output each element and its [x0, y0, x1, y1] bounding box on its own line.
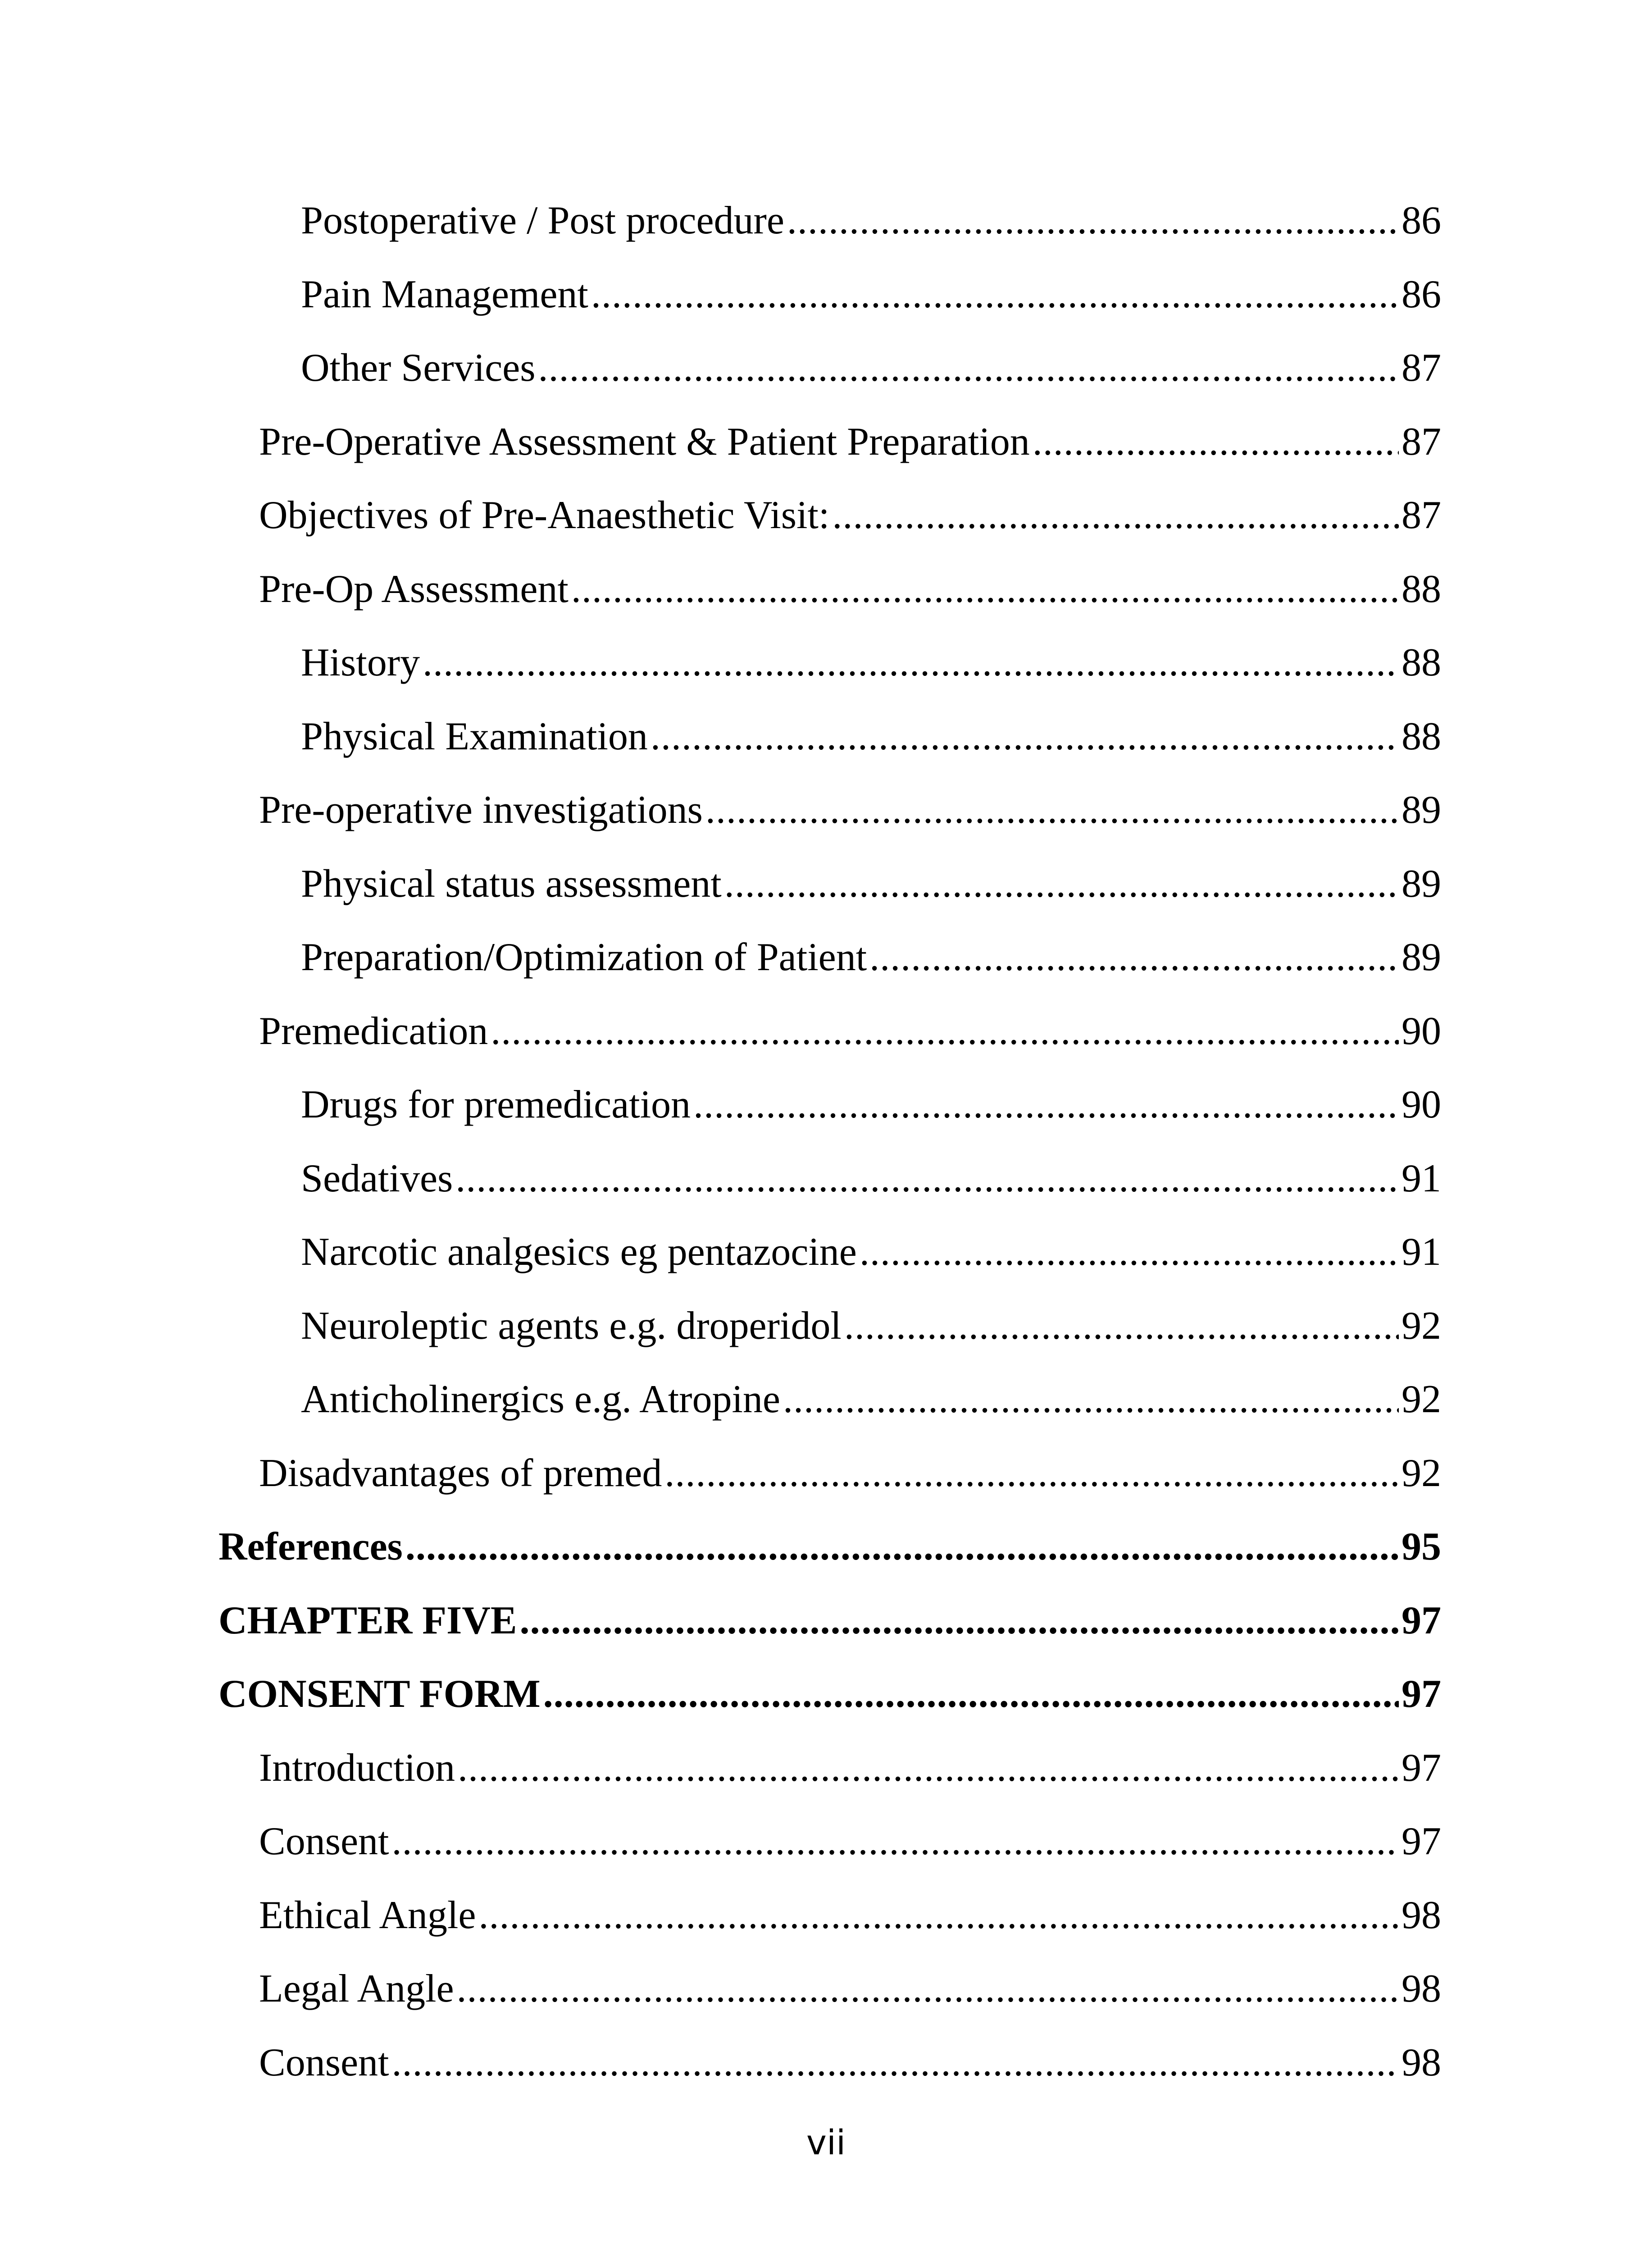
- toc-entry-page-number: 92: [1402, 1451, 1441, 1495]
- toc-entry[interactable]: [301, 862, 1441, 907]
- toc-entry-label: Preparation/Optimization of Patient: [301, 935, 867, 979]
- toc-dot-leader: [783, 1377, 1399, 1422]
- toc-entry[interactable]: [259, 1966, 1441, 2011]
- toc-entry[interactable]: [301, 1377, 1441, 1422]
- toc-entry[interactable]: [301, 714, 1441, 759]
- toc-dot-leader: [543, 1672, 1399, 1717]
- toc-entry-label: CHAPTER FIVE: [218, 1599, 517, 1642]
- toc-dot-leader: [478, 1893, 1399, 1938]
- toc-entry-label: Physical status assessment: [301, 862, 722, 906]
- toc-entry-label: Neuroleptic agents e.g. droperidol: [301, 1304, 842, 1348]
- toc-dot-leader: [520, 1598, 1399, 1643]
- toc-entry-page-number: 89: [1402, 862, 1441, 906]
- toc-entry-label: Narcotic analgesics eg pentazocine: [301, 1230, 857, 1274]
- toc-entry-label: Pre-operative investigations: [259, 788, 703, 832]
- toc-entry[interactable]: [218, 1598, 1441, 1643]
- toc-dot-leader: [832, 493, 1399, 538]
- toc-entry-page-number: 91: [1402, 1230, 1441, 1274]
- toc-entry[interactable]: [301, 272, 1441, 317]
- toc-entry-page-number: 98: [1402, 1967, 1441, 2011]
- toc-entry[interactable]: [218, 1672, 1441, 1717]
- toc-dot-leader: [455, 1156, 1399, 1201]
- toc-dot-leader: [844, 1304, 1399, 1349]
- toc-dot-leader: [491, 1009, 1399, 1054]
- toc-dot-leader: [457, 1966, 1399, 2011]
- toc-dot-leader: [391, 2040, 1399, 2085]
- toc-entry-page-number: 87: [1402, 346, 1441, 390]
- toc-entry-page-number: 97: [1402, 1820, 1441, 1863]
- toc-entry-page-number: 89: [1402, 935, 1441, 979]
- toc-entry[interactable]: [259, 493, 1441, 538]
- toc-entry-page-number: 92: [1402, 1304, 1441, 1348]
- toc-entry-page-number: 89: [1402, 788, 1441, 832]
- toc-entry-label: Introduction: [259, 1746, 455, 1790]
- toc-entry-label: Pain Management: [301, 273, 588, 316]
- toc-entry[interactable]: [259, 1451, 1441, 1496]
- toc-entry-label: Drugs for premedication: [301, 1083, 691, 1126]
- toc-entry[interactable]: [259, 420, 1441, 465]
- toc-entry-page-number: 91: [1402, 1157, 1441, 1200]
- toc-entry-label: Objectives of Pre-Anaesthetic Visit:: [259, 493, 830, 537]
- toc-entry-page-number: 90: [1402, 1083, 1441, 1126]
- toc-entry[interactable]: [259, 1893, 1441, 1938]
- toc-entry[interactable]: [301, 640, 1441, 685]
- toc-entry-label: Ethical Angle: [259, 1893, 476, 1937]
- toc-entry-label: Disadvantages of premed: [259, 1451, 662, 1495]
- toc-entry[interactable]: [259, 1009, 1441, 1054]
- toc-dot-leader: [423, 640, 1399, 685]
- toc-entry-page-number: 95: [1402, 1525, 1441, 1569]
- toc-entry[interactable]: [301, 1304, 1441, 1349]
- toc-entry[interactable]: [259, 1746, 1441, 1791]
- toc-entry-label: Anticholinergics e.g. Atropine: [301, 1377, 780, 1421]
- toc-entry-page-number: 88: [1402, 641, 1441, 684]
- toc-entry[interactable]: [301, 1082, 1441, 1127]
- toc-entry-page-number: 92: [1402, 1377, 1441, 1421]
- toc-entry-label: Consent: [259, 1820, 389, 1863]
- toc-dot-leader: [405, 1524, 1399, 1569]
- toc-dot-leader: [705, 788, 1399, 833]
- toc-entry-label: Premedication: [259, 1009, 488, 1053]
- toc-entry-page-number: 87: [1402, 420, 1441, 464]
- toc-dot-leader: [693, 1082, 1399, 1127]
- toc-dot-leader: [651, 714, 1399, 759]
- toc-dot-leader: [458, 1746, 1399, 1791]
- toc-entry-page-number: 90: [1402, 1009, 1441, 1053]
- toc-entry-label: Physical Examination: [301, 715, 648, 758]
- toc-entry-page-number: 97: [1402, 1672, 1441, 1716]
- toc-entry[interactable]: [301, 1156, 1441, 1201]
- toc-entry-label: Consent: [259, 2041, 389, 2084]
- toc-entry-label: History: [301, 641, 420, 684]
- toc-entry-label: Pre-Operative Assessment & Patient Preparation: [259, 420, 1030, 464]
- toc-entry-page-number: 97: [1402, 1599, 1441, 1642]
- toc-entry-page-number: 98: [1402, 2041, 1441, 2084]
- page-number: vii: [806, 2122, 846, 2162]
- toc-entry-label: Legal Angle: [259, 1967, 454, 2011]
- toc-dot-leader: [538, 346, 1399, 391]
- toc-entry-label: Postoperative / Post procedure: [301, 199, 784, 242]
- toc-entry[interactable]: [259, 1819, 1441, 1864]
- toc-entry-page-number: 88: [1402, 567, 1441, 611]
- toc-entry-page-number: 86: [1402, 199, 1441, 242]
- toc-dot-leader: [391, 1819, 1399, 1864]
- toc-entry-page-number: 87: [1402, 493, 1441, 537]
- toc-entry[interactable]: [218, 1524, 1441, 1569]
- toc-entry[interactable]: [259, 788, 1441, 833]
- toc-dot-leader: [869, 935, 1399, 980]
- toc-entry-label: Other Services: [301, 346, 536, 390]
- toc-entry-label: References: [218, 1525, 403, 1569]
- toc-entry-page-number: 98: [1402, 1893, 1441, 1937]
- toc-dot-leader: [571, 567, 1399, 612]
- toc-entry[interactable]: [259, 2040, 1441, 2085]
- toc-dot-leader: [591, 272, 1399, 317]
- toc-dot-leader: [664, 1451, 1399, 1496]
- toc-entry[interactable]: [259, 567, 1441, 612]
- toc-entry-page-number: 86: [1402, 273, 1441, 316]
- toc-dot-leader: [724, 862, 1399, 907]
- toc-entry[interactable]: [301, 935, 1441, 980]
- toc-entry[interactable]: [301, 1230, 1441, 1275]
- toc-entry[interactable]: [301, 346, 1441, 391]
- toc-entry[interactable]: [301, 198, 1441, 243]
- toc-entry-label: Sedatives: [301, 1157, 453, 1200]
- toc-dot-leader: [860, 1230, 1399, 1275]
- toc-dot-leader: [787, 198, 1399, 243]
- toc-entry-page-number: 97: [1402, 1746, 1441, 1790]
- toc-entry-label: Pre-Op Assessment: [259, 567, 569, 611]
- toc-dot-leader: [1033, 420, 1399, 465]
- toc-entry-label: CONSENT FORM: [218, 1672, 541, 1716]
- toc-entry-page-number: 88: [1402, 715, 1441, 758]
